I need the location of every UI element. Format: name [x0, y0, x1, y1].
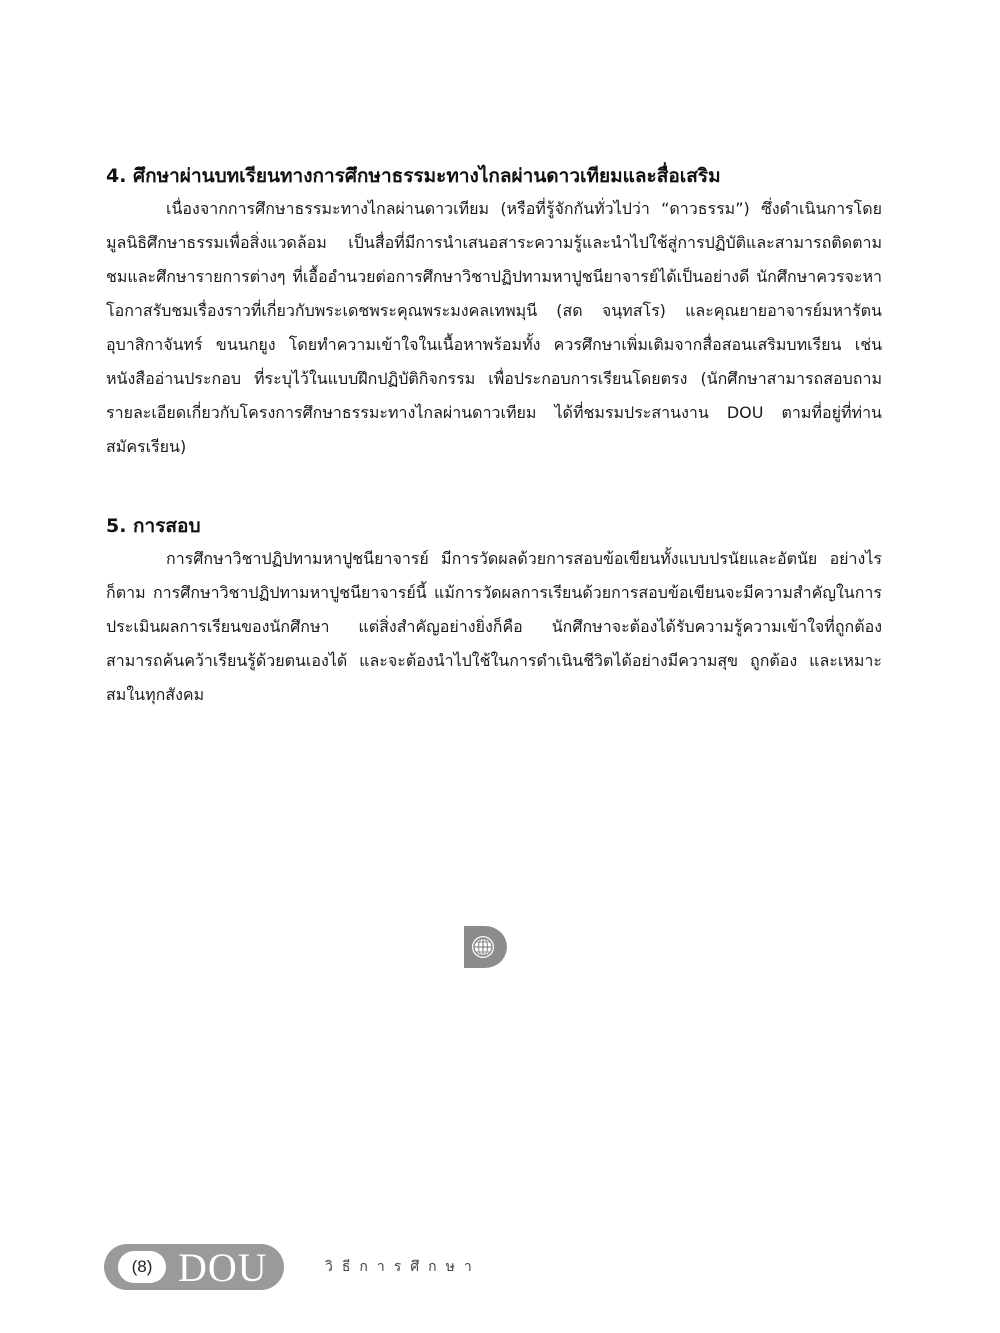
- section-4-paragraph: เนื่องจากการศึกษาธรรมะทางไกลผ่านดาวเทียม (หรือที่รู้จักกันทั่วไปว่า “ดาวธรรม”) ซึ่งดำเนินการโดยมูลนิธิศึกษาธรรมเพื่อสิ่งแวดล้อม เป็นสื่อที่มีการนำเสนอสาระความรู้และนำไปใช้สู่การปฏิบัติและสามารถติดตามชมและศึกษารายการต่างๆ ที่เอื้ออำนวยต่อการศึกษาวิชาปฏิปทามหาปูชนียาจารย์ได้เป็นอย่างดี นักศึกษาควรจะหาโอกาสรับชมเรื่องราวที่เกี่ยวกับพระเดชพระคุณพระมงคลเทพมุนี (สด จนฺทสโร) และคุณยายอาจารย์มหารัตนอุบาสิกาจันทร์ ขนนกยูง โดยทำความเข้าใจในเนื้อหาพร้อมทั้ง ควรศึกษาเพิ่มเติมจากสื่อสอนเสริมบทเรียน เช่น หนังสืออ่านประกอบ ที่ระบุไว้ในแบบฝึกปฏิบัติกิจกรรม เพื่อประกอบการเรียนโดยตรง (นักศึกษาสามารถสอบถามรายละเอียดเกี่ยวกับโครงการศึกษาธรรมะทางไกลผ่านดาวเทียม ได้ที่ชมรมประสานงาน DOU ตามที่อยู่ที่ท่านสมัครเรียน): [106, 199, 882, 456]
- dou-emblem-icon: [461, 924, 511, 970]
- footer-brand: DOU: [178, 1245, 268, 1290]
- section-5: [106, 510, 882, 712]
- section-5-paragraph: การศึกษาวิชาปฏิปทามหาปูชนียาจารย์ มีการวัดผลด้วยการสอบข้อเขียนทั้งแบบปรนัยและอัตนัย อย่างไรก็ตาม การศึกษาวิชาปฏิปทามหาปูชนียาจารย์นี้ แม้การวัดผลการเรียนด้วยการสอบข้อเขียนจะมีความสำคัญในการประเมินผลการเรียนของนักศึกษา แต่สิ่งสำคัญอย่างยิ่งก็คือ นักศึกษาจะต้องได้รับความรู้ความเข้าใจที่ถูกต้อง สามารถค้นคว้าเรียนรู้ด้วยตนเองได้ และจะต้องนำไปใช้ในการดำเนินชีวิตได้อย่างมีความสุข ถูกต้อง และเหมาะสมในทุกสังคม: [106, 549, 882, 704]
- footer-badge: [104, 1244, 284, 1290]
- footer-title: วิธีการศึกษา: [325, 1259, 481, 1275]
- section-5-heading: 5. การสอบ: [106, 515, 201, 537]
- page-number: (8): [118, 1251, 166, 1283]
- section-4: [106, 160, 882, 464]
- section-4-heading: 4. ศึกษาผ่านบทเรียนทางการศึกษาธรรมะทางไกลผ่านดาวเทียมและสื่อเสริม: [106, 165, 721, 187]
